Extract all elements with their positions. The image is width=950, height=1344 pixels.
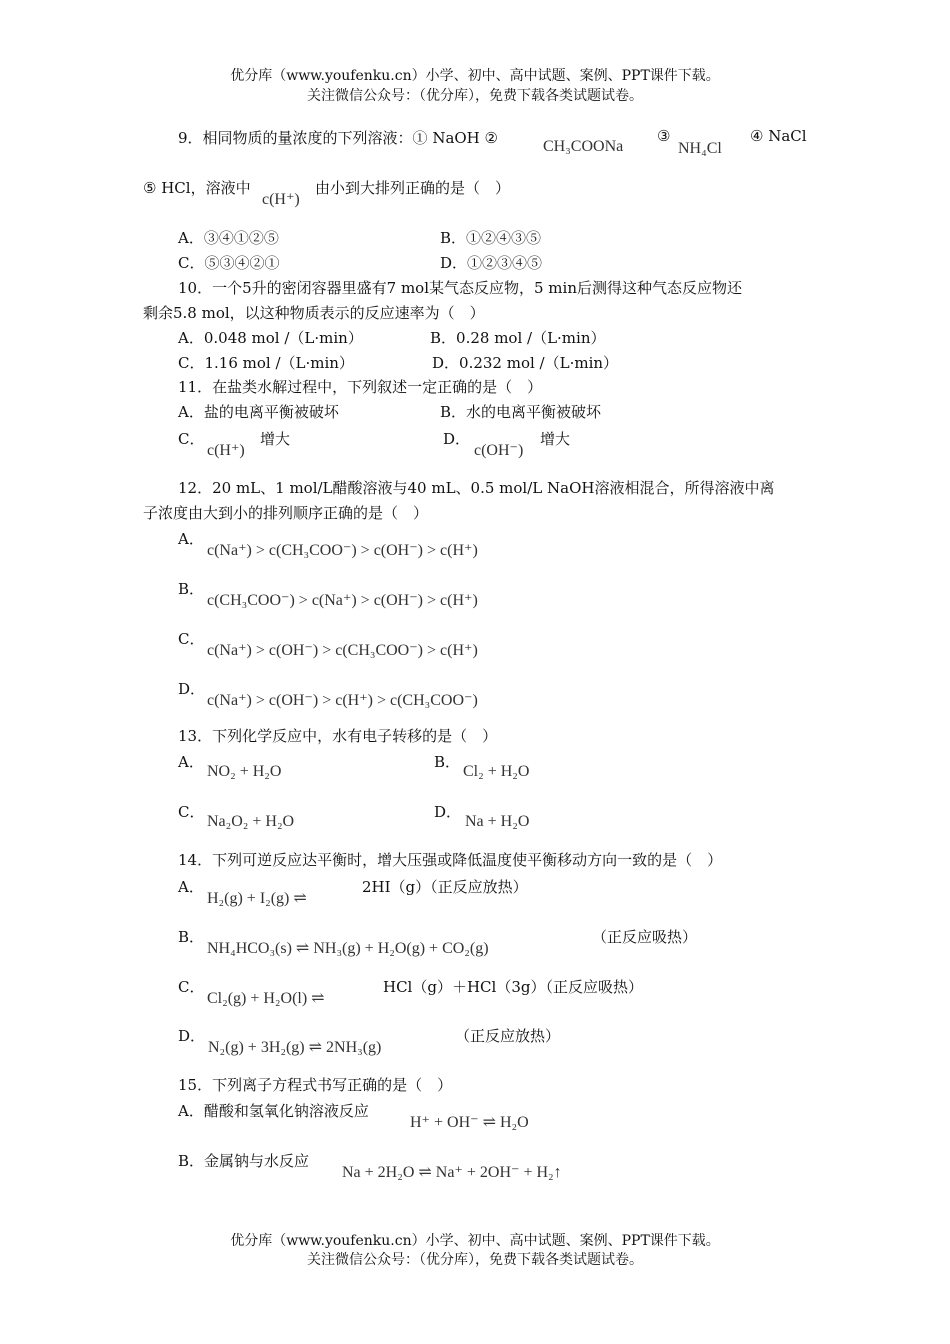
q13-stem: 13．下列化学反应中，水有电子转移的是（ ） (178, 727, 498, 745)
q9-item2-formula: CH₃COONa (543, 138, 624, 155)
q14-option-d-label: D． (178, 1027, 206, 1045)
q9-stem-part3: 由小到大排列正确的是（ ） (315, 179, 511, 197)
q9-item3-formula: NH₄Cl (678, 140, 722, 157)
q12-stem-line1: 12．20 mL、1 mol/L醋酸溶液与40 mL、0.5 mol/L NaOH溶液相混合，所得溶液中离 (178, 479, 775, 497)
q10-option-b: B．0.28 mol /（L·min） (430, 329, 606, 347)
q9-mark3: ③ (657, 127, 671, 145)
q11-option-a: A．盐的电离平衡被破坏 (178, 403, 339, 421)
q11-stem: 11．在盐类水解过程中，下列叙述一定正确的是（ ） (178, 378, 543, 396)
q14-option-a-label: A． (178, 878, 204, 896)
q9-stem-part2: ⑤ HCl，溶液中 (143, 179, 251, 197)
q15-stem: 15．下列离子方程式书写正确的是（ ） (178, 1076, 453, 1094)
q14-option-d-text: （正反应放热） (455, 1027, 561, 1045)
q10-stem-line2: 剩余5.8 mol，以这种物质表示的反应速率为（ ） (143, 304, 485, 322)
q10-option-a: A．0.048 mol /（L·min） (178, 329, 363, 347)
q12-option-d-label: D． (178, 680, 206, 698)
q11-option-d-label: D． (443, 430, 471, 448)
q12-option-b-label: B． (178, 580, 205, 598)
q12-option-a-expr: c(Na⁺) > c(CH₃COO⁻) > c(OH⁻) > c(H⁺) (207, 542, 478, 559)
q14-option-d-expr: N₂(g) + 3H₂(g) ⇌ 2NH₃(g) (208, 1039, 382, 1056)
footer-line-2: 关注微信公众号：（优分库），免费下载各类试题试卷。 (307, 1252, 643, 1268)
q11-option-c-label: C． (178, 430, 205, 448)
header-line-2: 关注微信公众号：（优分库），免费下载各类试题试卷。 (307, 88, 643, 104)
q13-option-c-expr: Na₂O₂ + H₂O (207, 813, 295, 830)
q13-option-a-expr: NO₂ + H₂O (207, 763, 282, 780)
q12-option-c-expr: c(Na⁺) > c(OH⁻) > c(CH₃COO⁻) > c(H⁺) (207, 642, 478, 659)
header-line-1: 优分库（www.youfenku.cn）小学、初中、高中试题、案例、PPT课件下载。 (230, 68, 720, 84)
q14-option-c-text: HCl（g）＋HCl（3g）（正反应吸热） (383, 978, 643, 996)
q9-option-d: D．①②③④⑤ (440, 254, 543, 272)
q10-option-c: C．1.16 mol /（L·min） (178, 354, 354, 372)
q11-option-d-text: 增大 (540, 430, 571, 448)
q14-option-b-expr: NH₄HCO₃(s) ⇌ NH₃(g) + H₂O(g) + CO₂(g) (207, 940, 489, 957)
q13-option-b-expr: Cl₂ + H₂O (463, 763, 530, 780)
q9-stem-part1: 9．相同物质的量浓度的下列溶液：① NaOH ② (178, 129, 498, 147)
q13-option-c-label: C． (178, 803, 205, 821)
q12-option-c-label: C． (178, 630, 205, 648)
footer-line-1: 优分库（www.youfenku.cn）小学、初中、高中试题、案例、PPT课件下载。 (230, 1233, 720, 1249)
q14-option-c-label: C． (178, 978, 205, 996)
q12-option-d-expr: c(Na⁺) > c(OH⁻) > c(H⁺) > c(CH₃COO⁻) (207, 692, 478, 709)
q14-option-a-text: 2HI（g）（正反应放热） (362, 878, 528, 896)
q14-option-b-text: （正反应吸热） (592, 928, 698, 946)
q15-option-b-text: B．金属钠与水反应 (178, 1152, 310, 1170)
q14-option-a-expr: H₂(g) + I₂(g) ⇌ (207, 890, 307, 907)
q13-option-d-label: D． (434, 803, 462, 821)
q11-option-b: B．水的电离平衡被破坏 (440, 403, 602, 421)
q11-option-d-expr: c(OH⁻) (474, 442, 524, 459)
q13-option-d-expr: Na + H₂O (465, 813, 530, 830)
q13-option-a-label: A． (178, 753, 204, 771)
q11-option-c-text: 增大 (260, 430, 291, 448)
q9-item4: ④ NaCl (750, 127, 807, 145)
q9-option-b: B．①②④③⑤ (440, 229, 542, 247)
q11-option-c-expr: c(H⁺) (207, 442, 245, 459)
q9-expr: c(H⁺) (262, 191, 300, 208)
q15-option-a-expr: H⁺ + OH⁻ ⇌ H₂O (410, 1114, 529, 1131)
q12-option-b-expr: c(CH₃COO⁻) > c(Na⁺) > c(OH⁻) > c(H⁺) (207, 592, 478, 609)
q10-option-d: D．0.232 mol /（L·min） (432, 354, 619, 372)
q12-option-a-label: A． (178, 530, 204, 548)
q15-option-b-expr: Na + 2H₂O ⇌ Na⁺ + 2OH⁻ + H₂↑ (342, 1164, 562, 1181)
q15-option-a-text: A．醋酸和氢氧化钠溶液反应 (178, 1102, 369, 1120)
q14-option-c-expr: Cl₂(g) + H₂O(l) ⇌ (207, 990, 325, 1007)
q9-option-a: A．③④①②⑤ (178, 229, 279, 247)
q12-stem-line2: 子浓度由大到小的排列顺序正确的是（ ） (143, 504, 429, 522)
q10-stem-line1: 10．一个5升的密闭容器里盛有7 mol某气态反应物，5 min后测得这种气态反应物还 (178, 279, 742, 297)
q13-option-b-label: B． (434, 753, 461, 771)
q14-stem: 14．下列可逆反应达平衡时，增大压强或降低温度使平衡移动方向一致的是（ ） (178, 851, 723, 869)
q14-option-b-label: B． (178, 928, 205, 946)
q9-option-c: C．⑤③④②① (178, 254, 280, 272)
